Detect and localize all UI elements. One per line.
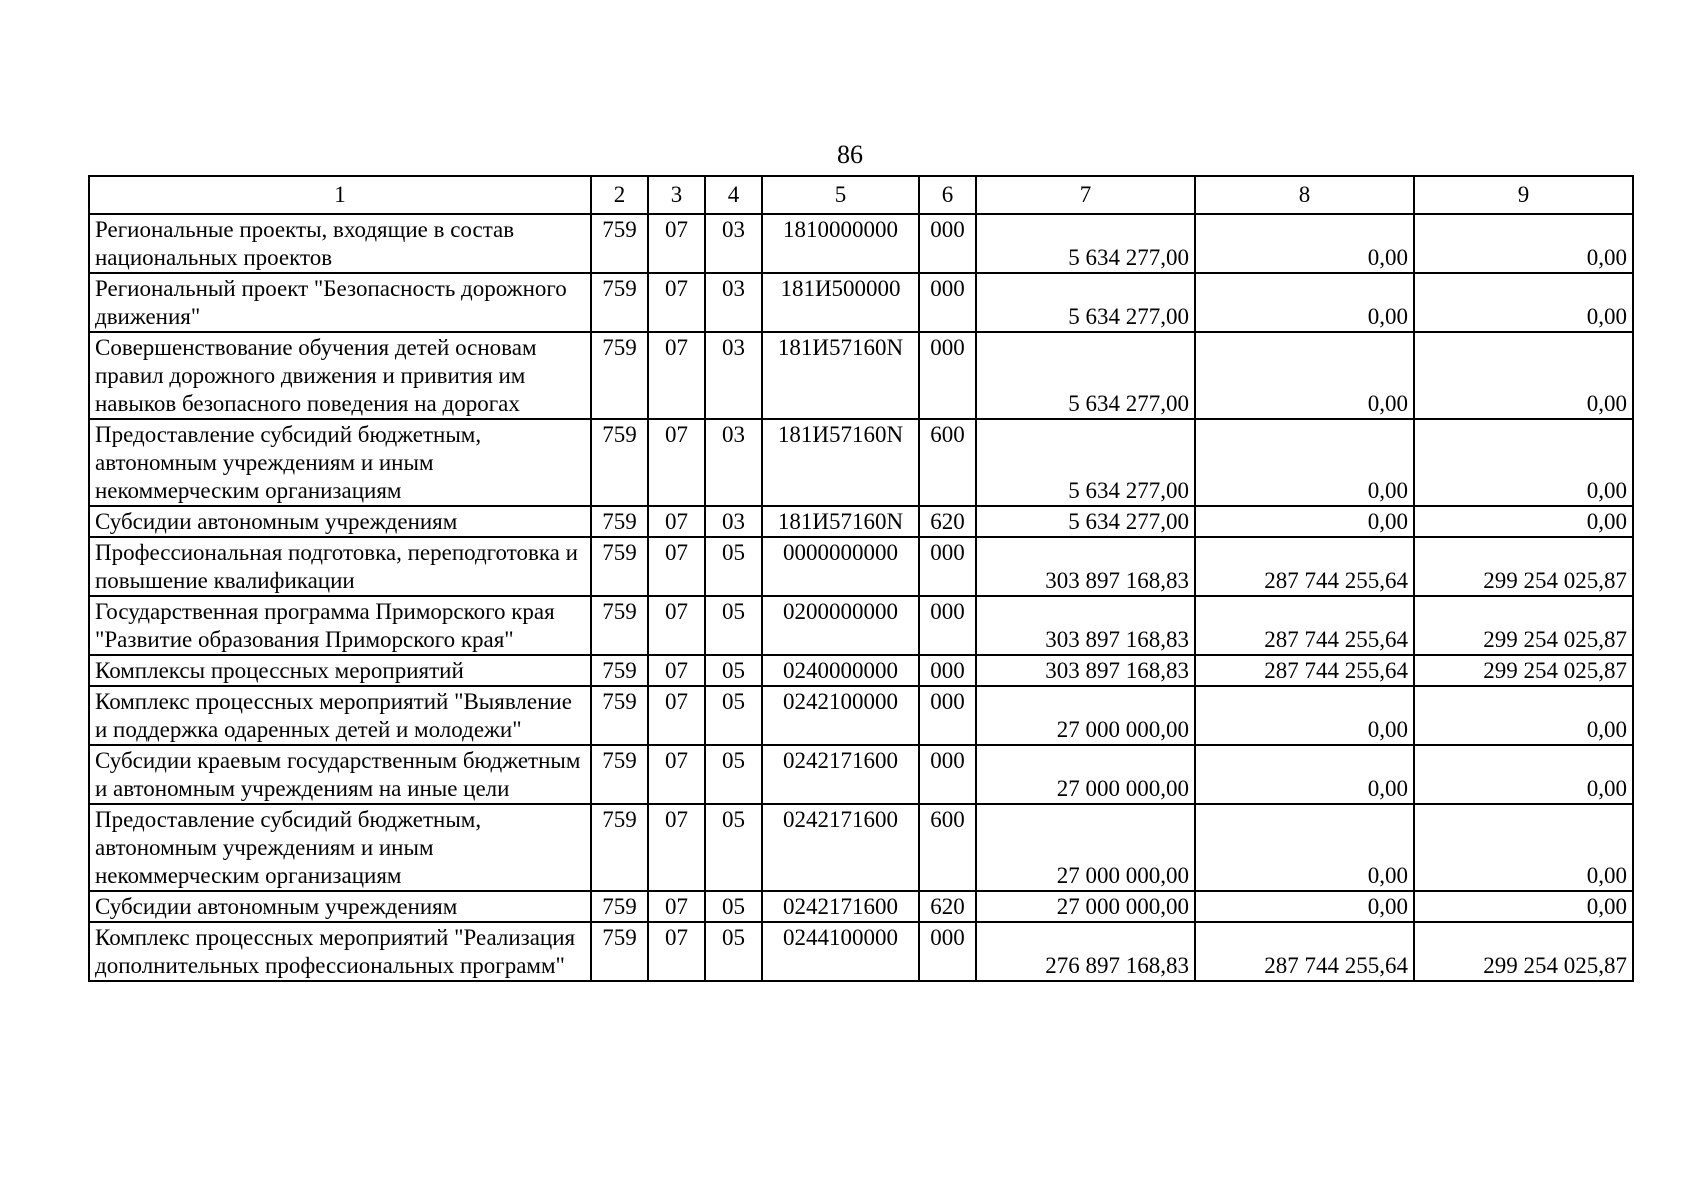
budget-table [88, 175, 1634, 982]
row-amount-col9-cell: 0,00 [1414, 804, 1633, 891]
row-name-cell: Предоставление субсидий бюджетным, автономным учреждениям и иным некоммерческим организациям [89, 419, 591, 506]
row-amount-col9-cell: 0,00 [1414, 214, 1633, 273]
row-code-col4-cell: 05 [705, 655, 762, 686]
row-name-cell: Субсидии автономным учреждениям [89, 891, 591, 922]
row-code-col4-cell: 03 [705, 332, 762, 419]
row-code-col2-cell: 759 [591, 419, 648, 506]
row-amount-col9-cell: 0,00 [1414, 506, 1633, 537]
row-amount-col9-cell: 299 254 025,87 [1414, 537, 1633, 596]
row-code-col6-cell: 000 [919, 332, 976, 419]
row-code-col5-cell: 0240000000 [762, 655, 919, 686]
row-code-col5-cell: 0242171600 [762, 891, 919, 922]
row-name-cell: Комплексы процессных мероприятий [89, 655, 591, 686]
row-amount-col9-cell: 299 254 025,87 [1414, 922, 1633, 981]
page-number: 86 [837, 140, 863, 169]
row-code-col3-cell: 07 [648, 332, 705, 419]
row-amount-col8-cell: 0,00 [1195, 686, 1414, 745]
row-code-col5-cell: 0242100000 [762, 686, 919, 745]
row-code-col5-cell: 1810000000 [762, 214, 919, 273]
row-amount-col7-cell: 303 897 168,83 [976, 537, 1195, 596]
row-amount-col8-cell: 0,00 [1195, 891, 1414, 922]
row-code-col5-cell: 0242171600 [762, 745, 919, 804]
row-code-col2-cell: 759 [591, 922, 648, 981]
row-amount-col7-cell: 276 897 168,83 [976, 922, 1195, 981]
row-code-col6-cell: 000 [919, 537, 976, 596]
row-code-col4-cell: 05 [705, 596, 762, 655]
table-row [89, 686, 1633, 745]
row-name-cell: Государственная программа Приморского края "Развитие образования Приморского края" [89, 596, 591, 655]
row-code-col3-cell: 07 [648, 214, 705, 273]
row-amount-col7-cell: 5 634 277,00 [976, 332, 1195, 419]
table-row [89, 596, 1633, 655]
row-amount-col8-cell: 0,00 [1195, 273, 1414, 332]
header-cell-col3: 3 [648, 176, 705, 214]
row-name-cell: Региональные проекты, входящие в состав национальных проектов [89, 214, 591, 273]
table-row [89, 419, 1633, 506]
row-amount-col8-cell: 287 744 255,64 [1195, 922, 1414, 981]
row-code-col4-cell: 03 [705, 419, 762, 506]
row-amount-col9-cell: 0,00 [1414, 332, 1633, 419]
row-amount-col7-cell: 5 634 277,00 [976, 506, 1195, 537]
row-code-col2-cell: 759 [591, 596, 648, 655]
row-code-col2-cell: 759 [591, 655, 648, 686]
row-code-col4-cell: 03 [705, 273, 762, 332]
row-amount-col7-cell: 27 000 000,00 [976, 891, 1195, 922]
table-row [89, 655, 1633, 686]
row-code-col3-cell: 07 [648, 891, 705, 922]
header-cell-col1: 1 [89, 176, 591, 214]
row-name-cell: Совершенствование обучения детей основам правил дорожного движения и привития им навыков безопасного поведения на дорогах [89, 332, 591, 419]
row-amount-col7-cell: 303 897 168,83 [976, 655, 1195, 686]
table-header-row [89, 176, 1633, 214]
table-row [89, 273, 1633, 332]
row-code-col3-cell: 07 [648, 804, 705, 891]
row-code-col2-cell: 759 [591, 686, 648, 745]
row-code-col3-cell: 07 [648, 506, 705, 537]
row-code-col6-cell: 620 [919, 506, 976, 537]
row-code-col4-cell: 05 [705, 686, 762, 745]
row-code-col6-cell: 620 [919, 891, 976, 922]
header-cell-col2: 2 [591, 176, 648, 214]
row-code-col4-cell: 05 [705, 537, 762, 596]
row-name-cell: Субсидии краевым государственным бюджетным и автономным учреждениям на иные цели [89, 745, 591, 804]
row-amount-col8-cell: 0,00 [1195, 419, 1414, 506]
row-code-col4-cell: 05 [705, 922, 762, 981]
row-code-col6-cell: 000 [919, 686, 976, 745]
row-code-col3-cell: 07 [648, 537, 705, 596]
header-cell-col4: 4 [705, 176, 762, 214]
row-amount-col9-cell: 299 254 025,87 [1414, 655, 1633, 686]
row-amount-col8-cell: 287 744 255,64 [1195, 655, 1414, 686]
header-cell-col9: 9 [1414, 176, 1633, 214]
table-row [89, 537, 1633, 596]
row-code-col2-cell: 759 [591, 745, 648, 804]
row-name-cell: Комплекс процессных мероприятий "Реализация дополнительных профессиональных программ" [89, 922, 591, 981]
row-amount-col8-cell: 287 744 255,64 [1195, 537, 1414, 596]
row-name-cell: Региональный проект "Безопасность дорожного движения" [89, 273, 591, 332]
row-amount-col9-cell: 0,00 [1414, 273, 1633, 332]
row-amount-col9-cell: 0,00 [1414, 419, 1633, 506]
table-body [89, 176, 1633, 981]
row-amount-col7-cell: 5 634 277,00 [976, 419, 1195, 506]
row-code-col5-cell: 181И57160N [762, 506, 919, 537]
row-code-col3-cell: 07 [648, 655, 705, 686]
row-code-col4-cell: 03 [705, 214, 762, 273]
row-code-col6-cell: 600 [919, 419, 976, 506]
row-code-col6-cell: 000 [919, 596, 976, 655]
table-row [89, 332, 1633, 419]
row-code-col3-cell: 07 [648, 419, 705, 506]
row-code-col4-cell: 05 [705, 804, 762, 891]
row-code-col6-cell: 000 [919, 745, 976, 804]
row-amount-col8-cell: 0,00 [1195, 332, 1414, 419]
row-code-col2-cell: 759 [591, 214, 648, 273]
row-code-col5-cell: 0244100000 [762, 922, 919, 981]
row-name-cell: Комплекс процессных мероприятий "Выявление и поддержка одаренных детей и молодежи" [89, 686, 591, 745]
row-amount-col7-cell: 27 000 000,00 [976, 745, 1195, 804]
row-code-col6-cell: 000 [919, 922, 976, 981]
row-code-col4-cell: 03 [705, 506, 762, 537]
row-amount-col8-cell: 0,00 [1195, 745, 1414, 804]
row-amount-col9-cell: 0,00 [1414, 686, 1633, 745]
header-cell-col5: 5 [762, 176, 919, 214]
row-amount-col8-cell: 0,00 [1195, 804, 1414, 891]
header-cell-col7: 7 [976, 176, 1195, 214]
row-code-col3-cell: 07 [648, 273, 705, 332]
row-amount-col7-cell: 303 897 168,83 [976, 596, 1195, 655]
table-row [89, 804, 1633, 891]
row-name-cell: Предоставление субсидий бюджетным, автономным учреждениям и иным некоммерческим организациям [89, 804, 591, 891]
row-name-cell: Профессиональная подготовка, переподготовка и повышение квалификации [89, 537, 591, 596]
table-row [89, 506, 1633, 537]
row-amount-col9-cell: 299 254 025,87 [1414, 596, 1633, 655]
row-code-col2-cell: 759 [591, 537, 648, 596]
row-code-col5-cell: 0000000000 [762, 537, 919, 596]
row-code-col5-cell: 181И57160N [762, 332, 919, 419]
row-code-col2-cell: 759 [591, 804, 648, 891]
row-name-cell: Субсидии автономным учреждениям [89, 506, 591, 537]
row-amount-col7-cell: 27 000 000,00 [976, 804, 1195, 891]
row-code-col5-cell: 0200000000 [762, 596, 919, 655]
row-code-col4-cell: 05 [705, 745, 762, 804]
row-amount-col7-cell: 27 000 000,00 [976, 686, 1195, 745]
row-code-col6-cell: 600 [919, 804, 976, 891]
row-amount-col9-cell: 0,00 [1414, 891, 1633, 922]
row-code-col5-cell: 0242171600 [762, 804, 919, 891]
row-amount-col7-cell: 5 634 277,00 [976, 273, 1195, 332]
row-amount-col8-cell: 0,00 [1195, 506, 1414, 537]
row-amount-col8-cell: 0,00 [1195, 214, 1414, 273]
row-code-col2-cell: 759 [591, 332, 648, 419]
row-amount-col9-cell: 0,00 [1414, 745, 1633, 804]
row-code-col3-cell: 07 [648, 922, 705, 981]
row-code-col2-cell: 759 [591, 506, 648, 537]
row-code-col5-cell: 181И500000 [762, 273, 919, 332]
row-code-col4-cell: 05 [705, 891, 762, 922]
table-row [89, 745, 1633, 804]
row-code-col3-cell: 07 [648, 745, 705, 804]
table-row [89, 891, 1633, 922]
row-code-col3-cell: 07 [648, 686, 705, 745]
table-row [89, 214, 1633, 273]
row-code-col2-cell: 759 [591, 891, 648, 922]
row-code-col3-cell: 07 [648, 596, 705, 655]
row-amount-col8-cell: 287 744 255,64 [1195, 596, 1414, 655]
table-row [89, 922, 1633, 981]
row-code-col6-cell: 000 [919, 273, 976, 332]
header-cell-col8: 8 [1195, 176, 1414, 214]
header-cell-col6: 6 [919, 176, 976, 214]
row-code-col6-cell: 000 [919, 214, 976, 273]
row-code-col6-cell: 000 [919, 655, 976, 686]
row-code-col5-cell: 181И57160N [762, 419, 919, 506]
row-code-col2-cell: 759 [591, 273, 648, 332]
row-amount-col7-cell: 5 634 277,00 [976, 214, 1195, 273]
